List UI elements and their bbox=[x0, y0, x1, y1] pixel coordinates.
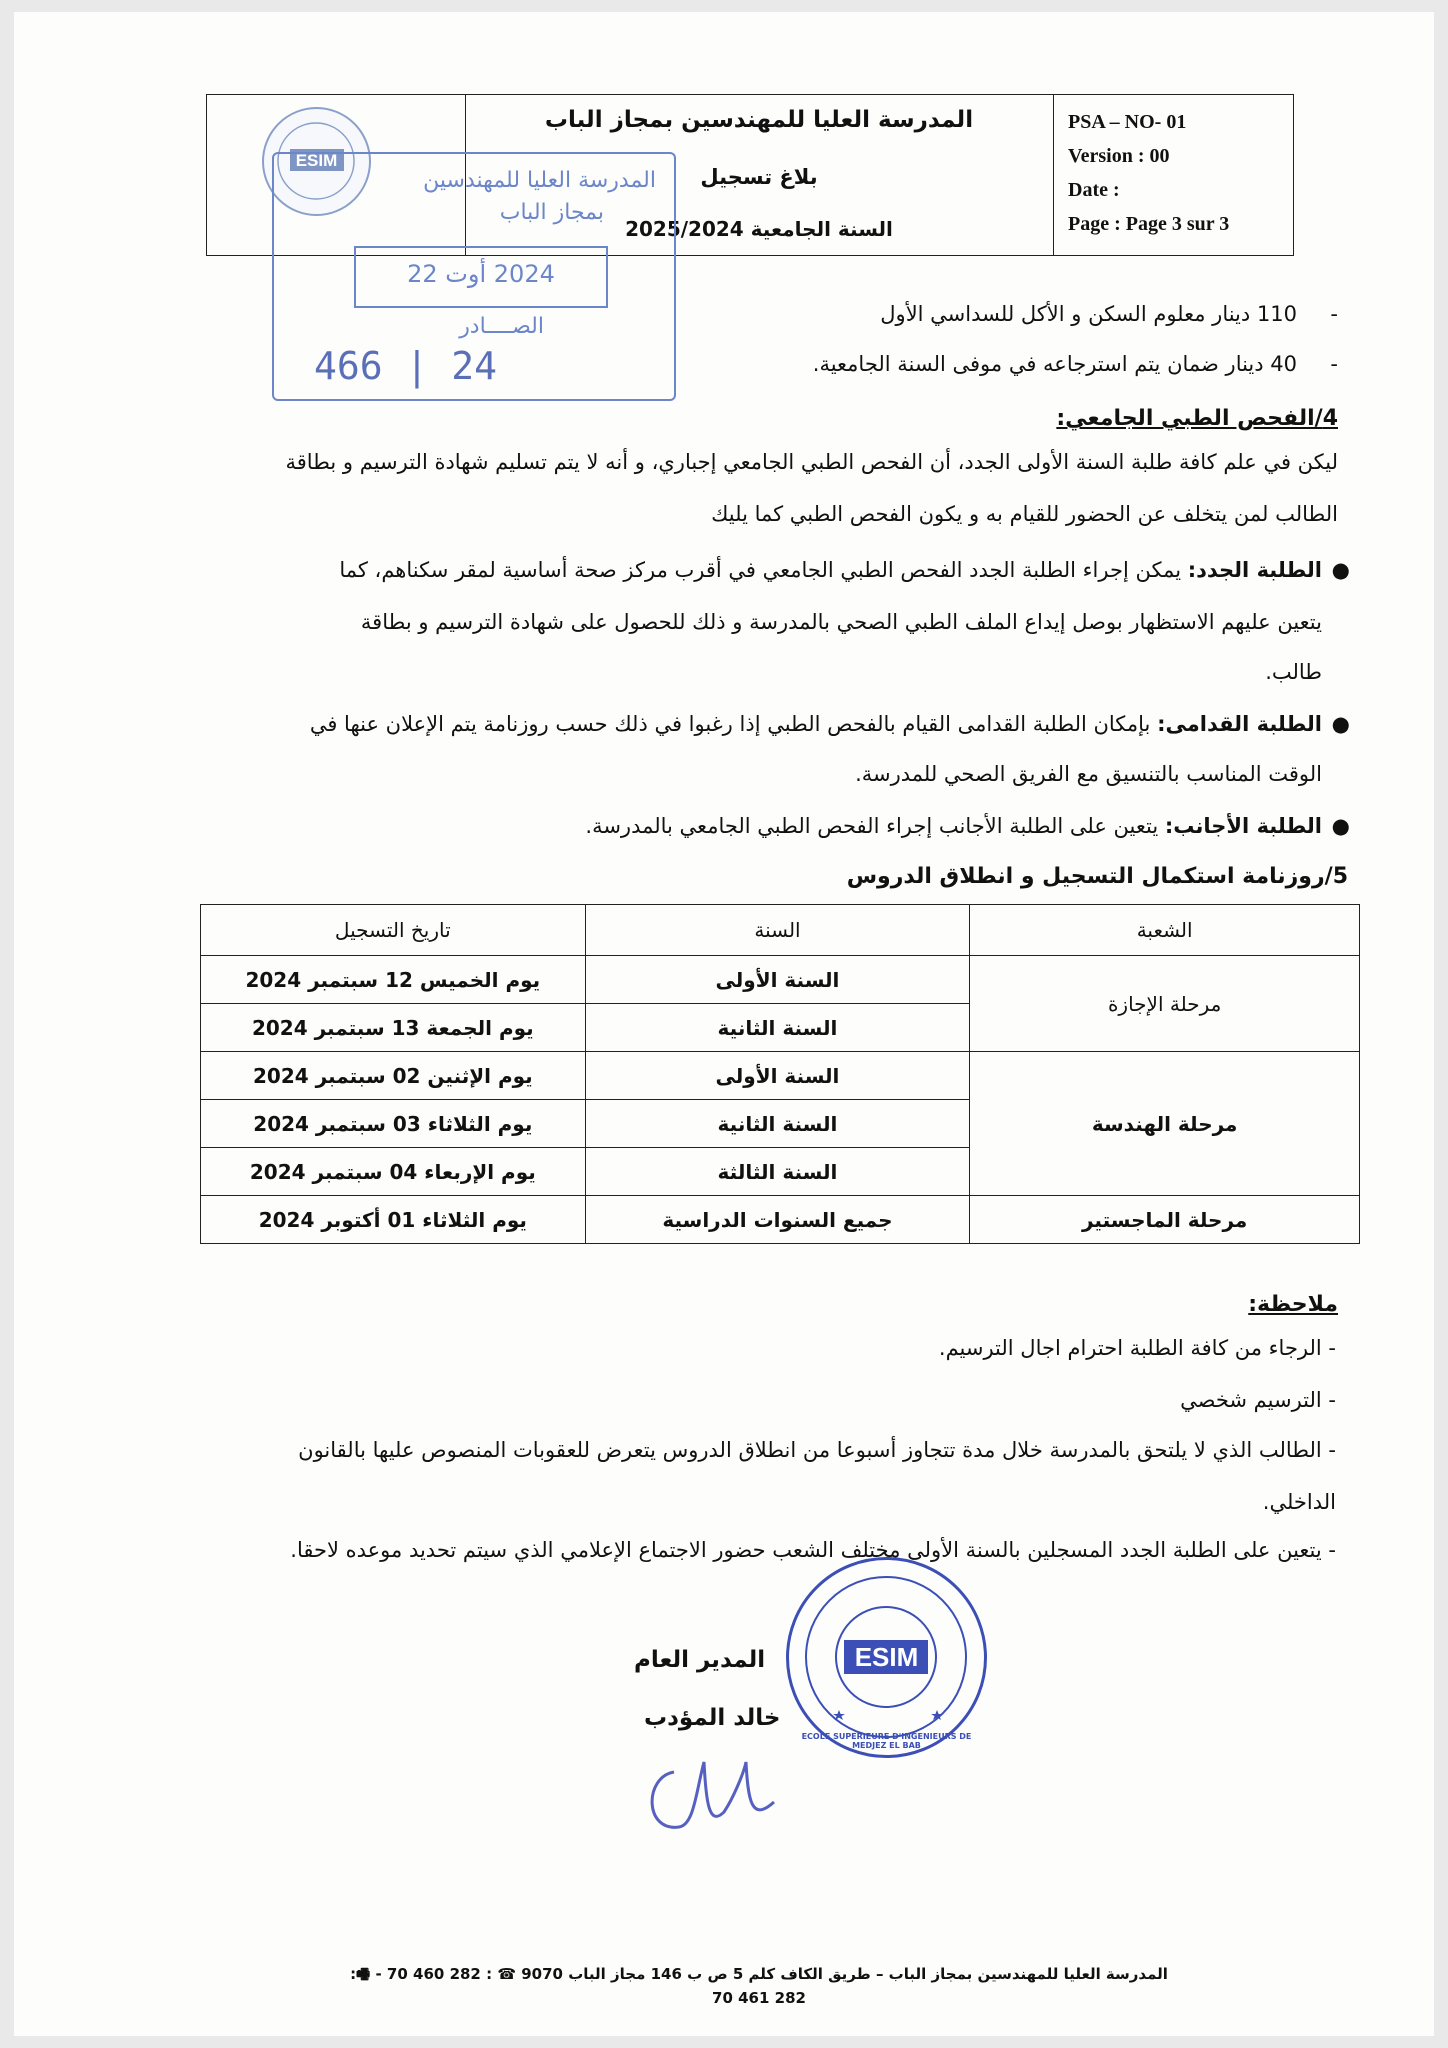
fee-bullet: - bbox=[1303, 352, 1338, 376]
year-cell: السنة الثالثة bbox=[585, 1148, 970, 1196]
stamp-logo-text: ESIM bbox=[854, 1642, 919, 1672]
stamp-line2: بمجاز الباب bbox=[499, 200, 604, 225]
bullet-text: يمكن إجراء الطلبة الجدد الفحص الطبي الجامعي في أقرب مركز صحة أساسية لمقر سكناهم، كما bbox=[339, 558, 1182, 582]
note-item: - الرجاء من كافة الطلبة احترام اجال الترسيم. bbox=[938, 1336, 1336, 1360]
registration-schedule-table bbox=[200, 904, 1360, 1244]
bullet-dot: ● bbox=[1331, 558, 1350, 582]
stamp-number: 466 | 24 bbox=[314, 344, 498, 388]
date-cell: يوم الجمعة 13 سبتمبر 2024 bbox=[201, 1004, 586, 1052]
bullet-item bbox=[194, 558, 1350, 582]
bullet-dot: ● bbox=[1331, 814, 1350, 838]
section-5-title: 5/روزنامة استكمال التسجيل و انطلاق الدروس bbox=[846, 864, 1348, 889]
note-item: الداخلي. bbox=[1262, 1490, 1336, 1514]
official-round-stamp bbox=[786, 1557, 987, 1758]
fee-text: 110 دينار معلوم السكن و الأكل للسداسي الأول bbox=[880, 302, 1298, 326]
year-cell: السنة الثانية bbox=[585, 1004, 970, 1052]
table-row bbox=[201, 1052, 1360, 1100]
bullet-item bbox=[194, 814, 1350, 838]
stamp-line1: المدرسة العليا للمهندسين bbox=[423, 168, 656, 193]
stamp-label: الصــــادر bbox=[459, 314, 544, 339]
date-cell: يوم الثلاثاء 01 أكتوبر 2024 bbox=[201, 1196, 586, 1244]
handwritten-signature bbox=[634, 1732, 784, 1842]
column-header: الشعبة bbox=[970, 905, 1360, 956]
date-cell: يوم الإربعاء 04 سبتمبر 2024 bbox=[201, 1148, 586, 1196]
doc-page: Page : Page 3 sur 3 bbox=[1068, 213, 1230, 235]
bullet-text: طالب. bbox=[1265, 660, 1322, 684]
stamp-ring-text: ECOLE SUPERIEURE D'INGENIEURS DE MEDJEZ EL BAB bbox=[801, 1732, 972, 1750]
year-cell: السنة الأولى bbox=[585, 956, 970, 1004]
bullet-text: يتعين على الطلبة الأجانب إجراء الفحص الطبي الجامعي بالمدرسة. bbox=[585, 814, 1159, 838]
year-cell: جميع السنوات الدراسية bbox=[585, 1196, 970, 1244]
bullet-dot: ● bbox=[1331, 712, 1350, 736]
bullet-text: يتعين عليهم الاستظهار بوصل إيداع الملف الطبي الصحي بالمدرسة و ذلك للحصول على شهادة الترسيم و بطاقة bbox=[360, 610, 1322, 634]
column-header: السنة bbox=[585, 905, 970, 956]
year-cell: السنة الأولى bbox=[585, 1052, 970, 1100]
date-cell: يوم الثلاثاء 03 سبتمبر 2024 bbox=[201, 1100, 586, 1148]
signatory-name: خالد المؤدب bbox=[644, 1705, 781, 1731]
bullet-item bbox=[194, 712, 1350, 736]
bullet-label: الطلبة القدامى: bbox=[1157, 712, 1322, 736]
column-header: تاريخ التسجيل bbox=[201, 905, 586, 956]
note-item: - الترسيم شخصي bbox=[1180, 1388, 1336, 1412]
doc-version: Version : 00 bbox=[1068, 145, 1170, 167]
track-cell: مرحلة الماجستير bbox=[970, 1196, 1360, 1244]
signatory-role: المدير العام bbox=[634, 1647, 766, 1673]
bullet-text: الوقت المناسب بالتنسيق مع الفريق الصحي للمدرسة. bbox=[855, 762, 1322, 786]
document-title: بلاغ تسجيل bbox=[700, 165, 818, 189]
fee-bullet: - bbox=[1303, 302, 1338, 326]
bullet-label: الطلبة الأجانب: bbox=[1164, 814, 1322, 838]
stamp-date-box bbox=[354, 246, 608, 308]
esim-logo-text: ESIM bbox=[295, 151, 338, 170]
year-cell: السنة الثانية bbox=[585, 1100, 970, 1148]
doc-reference: PSA – NO- 01 bbox=[1068, 111, 1187, 133]
fee-item bbox=[194, 302, 1338, 326]
page-footer: المدرسة العليا للمهندسين بمجاز الباب – طريق الكاف كلم 5 ص ب 146 مجاز الباب 9070 ☎ : 282 460 70 - 🖷: 282 461 70 bbox=[350, 1965, 1168, 2007]
section-4-intro: الطالب لمن يتخلف عن الحضور للقيام به و يكون الفحص الطبي كما يليك bbox=[711, 502, 1338, 526]
notes-title: ملاحظة: bbox=[1248, 1292, 1338, 1317]
school-name: المدرسة العليا للمهندسين بمجاز الباب bbox=[544, 107, 974, 133]
bullet-text: بإمكان الطلبة القدامى القيام بالفحص الطبي إذا رغبوا في ذلك حسب روزنامة يتم الإعلان عنها في bbox=[309, 712, 1151, 736]
date-cell: يوم الإثنين 02 سبتمبر 2024 bbox=[201, 1052, 586, 1100]
header-meta-cell bbox=[1053, 95, 1293, 255]
section-4-title: 4/الفحص الطبي الجامعي: bbox=[1056, 406, 1338, 431]
table-row bbox=[201, 1196, 1360, 1244]
academic-year: السنة الجامعية 2025/2024 bbox=[625, 217, 893, 241]
stamp-date: 2024 أوت 22 bbox=[407, 260, 555, 288]
bullet-label: الطلبة الجدد: bbox=[1187, 558, 1322, 582]
note-item: - يتعين على الطلبة الجدد المسجلين بالسنة الأولى مختلف الشعب حضور الاجتماع الإعلامي الذي سيتم تحديد موعده لاحقا. bbox=[290, 1538, 1336, 1562]
doc-date: Date : bbox=[1068, 179, 1120, 201]
date-cell: يوم الخميس 12 سبتمبر 2024 bbox=[201, 956, 586, 1004]
document-page bbox=[14, 12, 1434, 2036]
track-cell: مرحلة الإجازة bbox=[970, 956, 1360, 1052]
note-item: - الطالب الذي لا يلتحق بالمدرسة خلال مدة تتجاوز أسبوعا من انطلاق الدروس يتعرض للعقوبات المنصوص عليها بالقانون bbox=[298, 1438, 1336, 1462]
fee-item bbox=[194, 352, 1338, 376]
table-header-row bbox=[201, 905, 1360, 956]
fee-text: 40 دينار ضمان يتم استرجاعه في موفى السنة الجامعية. bbox=[812, 352, 1298, 376]
track-cell: مرحلة الهندسة bbox=[970, 1052, 1360, 1196]
table-row bbox=[201, 956, 1360, 1004]
section-4-intro: ليكن في علم كافة طلبة السنة الأولى الجدد، أن الفحص الطبي الجامعي إجباري، و أنه لا يتم تسليم شهادة الترسيم و بطاقة bbox=[285, 450, 1338, 474]
